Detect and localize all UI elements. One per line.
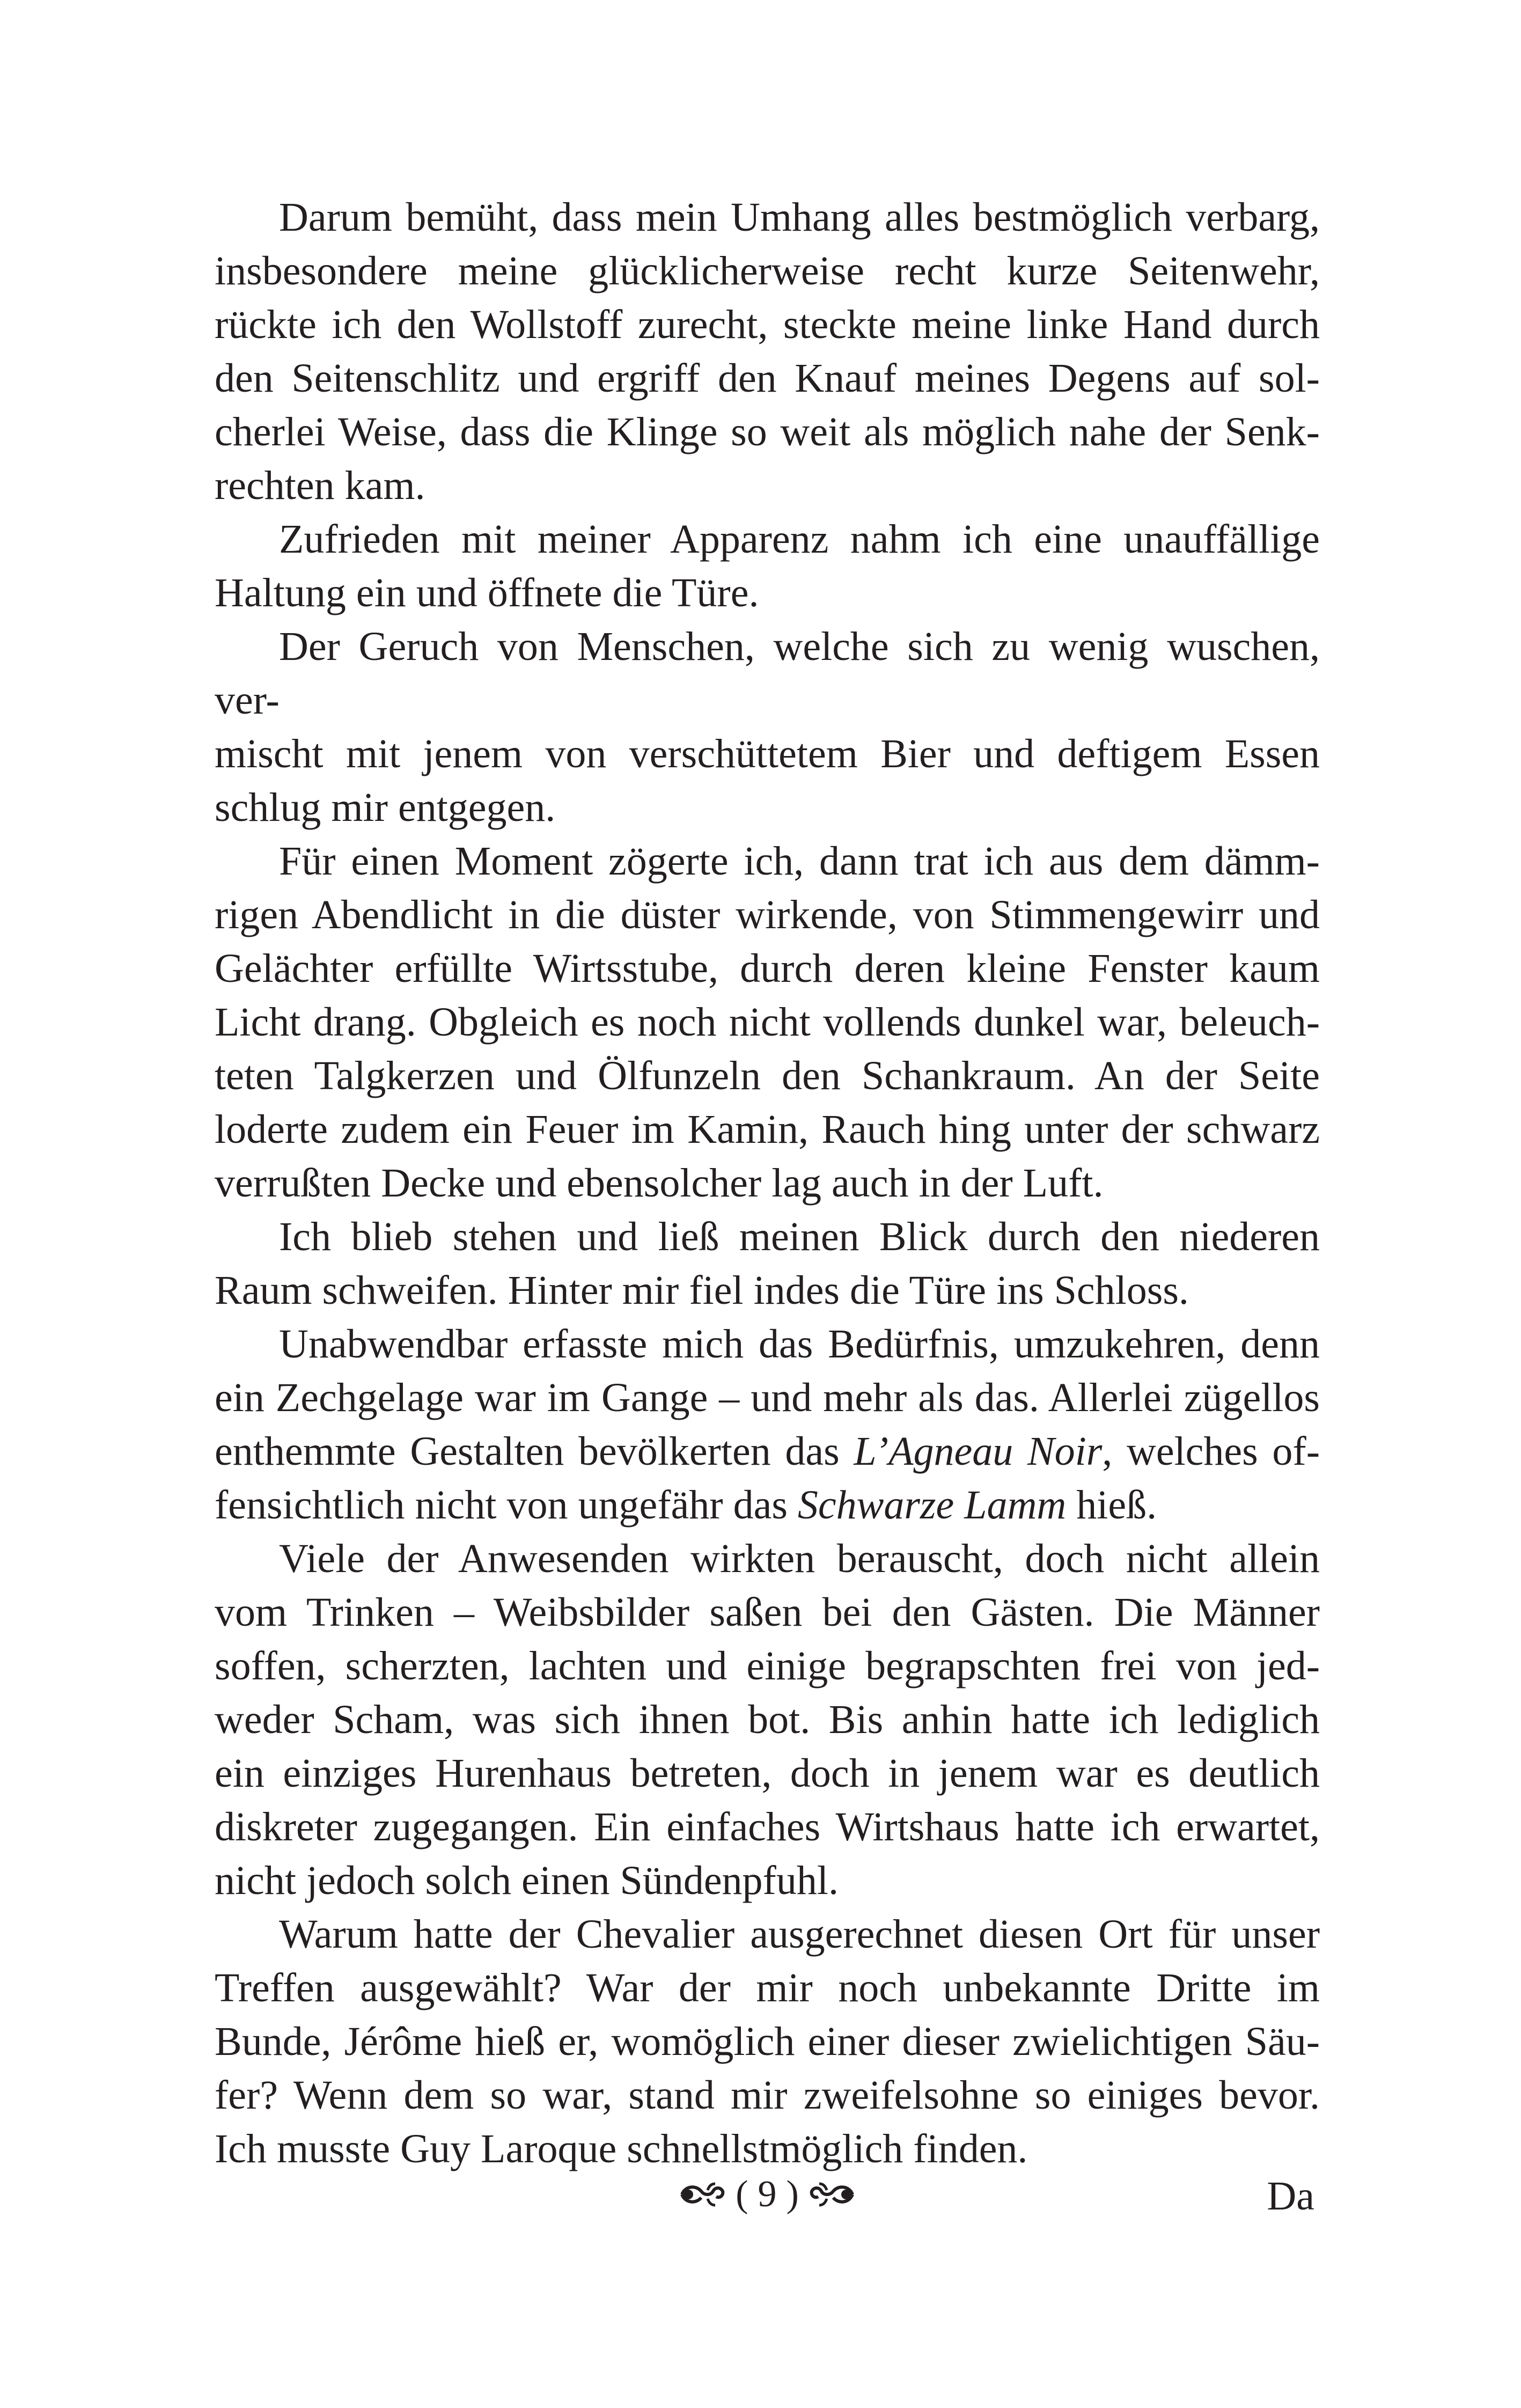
text-line: rigen Abendlicht in die düster wirkende, von Stimmengewirr und xyxy=(215,892,1320,937)
text-line: schlug mir entgegen. xyxy=(215,785,556,830)
text-line: mischt mit jenem von verschüttetem Bier und deftigem Essen xyxy=(215,731,1320,776)
text-line: Treffen ausgewählt? War der mir noch unbekannte Dritte im xyxy=(215,1965,1320,2010)
text-line: teten Talgkerzen und Ölfunzeln den Schankraum. An der Seite xyxy=(215,1053,1320,1098)
text-line: rechten kam. xyxy=(215,463,425,508)
text-line: Der Geruch von Menschen, welche sich zu wenig wuschen, ver- xyxy=(215,624,1320,723)
text-line: Unabwendbar erfasste mich das Bedürfnis, umzukehren, denn xyxy=(279,1322,1320,1367)
text-line: ein einziges Hurenhaus betreten, doch in jenem war es deutlich xyxy=(215,1751,1320,1796)
fleuron-right-icon xyxy=(809,2179,857,2209)
text-line: diskreter zugegangen. Ein einfaches Wirtshaus hatte ich erwartet, xyxy=(215,1804,1320,1849)
text-line: Warum hatte der Chevalier ausgerechnet diesen Ort für unser xyxy=(279,1912,1320,1957)
text-line: Für einen Moment zögerte ich, dann trat ich aus dem dämm- xyxy=(279,839,1320,884)
text-line: Darum bemüht, dass mein Umhang alles bestmöglich verbarg, xyxy=(279,195,1320,240)
body-text xyxy=(215,190,1320,2176)
paragraph xyxy=(215,1210,1320,1317)
catchword: Da xyxy=(1267,2174,1314,2219)
italic-title: L’Agneau Noir xyxy=(854,1429,1103,1474)
text-line: soffen, scherzten, lachten und einige begrapschten frei von jed- xyxy=(215,1643,1320,1688)
paragraph xyxy=(215,1532,1320,1907)
text-line: Viele der Anwesenden wirkten berauscht, doch nicht allein xyxy=(279,1536,1320,1581)
text-line: nicht jedoch solch einen Sündenpfuhl. xyxy=(215,1858,839,1903)
text-line: vom Trinken – Weibsbilder saßen bei den Gästen. Die Männer xyxy=(215,1590,1320,1635)
paragraph xyxy=(215,512,1320,620)
text-run: , welches of- xyxy=(1102,1429,1320,1474)
text-line: fer? Wenn dem so war, stand mir zweifelsohne so einiges bevor. xyxy=(215,2073,1320,2118)
folio-close-paren: ) xyxy=(786,2174,799,2215)
text-line xyxy=(215,1478,1320,1532)
text-line: Ich blieb stehen und ließ meinen Blick durch den niederen xyxy=(279,1214,1320,1259)
text-line: weder Scham, was sich ihnen bot. Bis anhin hatte ich lediglich xyxy=(215,1697,1320,1742)
text-line: den Seitenschlitz und ergriff den Knauf meines Degens auf sol- xyxy=(215,356,1320,401)
fleuron-left-icon xyxy=(678,2179,726,2209)
paragraph xyxy=(215,834,1320,1210)
text-line: loderte zudem ein Feuer im Kamin, Rauch hing unter der schwarz xyxy=(215,1107,1320,1152)
text-run: enthemmte Gestalten bevölkerten das xyxy=(215,1429,854,1474)
text-line: Ich musste Guy Laroque schnellstmöglich finden. xyxy=(215,2126,1028,2171)
text-line: Licht drang. Obgleich es noch nicht vollends dunkel war, beleuch- xyxy=(215,1000,1320,1045)
text-line: rückte ich den Wollstoff zurecht, steckte meine linke Hand durch xyxy=(215,302,1320,347)
page-number: 9 xyxy=(758,2174,777,2215)
paragraph xyxy=(215,190,1320,512)
paragraph xyxy=(215,620,1320,834)
text-line: cherlei Weise, dass die Klinge so weit als möglich nahe der Senk- xyxy=(215,409,1320,454)
text-line: Haltung ein und öffnete die Türe. xyxy=(215,570,759,615)
page-footer xyxy=(0,2168,1521,2227)
folio-open-paren: ( xyxy=(736,2174,748,2215)
text-line: insbesondere meine glücklicherweise recht kurze Seitenwehr, xyxy=(215,248,1320,293)
text-line xyxy=(215,1425,1320,1478)
text-line: ein Zechgelage war im Gange – und mehr als das. Allerlei zügellos xyxy=(215,1375,1320,1420)
text-run: fensichtlich nicht von ungefähr das xyxy=(215,1482,798,1528)
folio xyxy=(676,2168,858,2221)
italic-title: Schwarze Lamm xyxy=(797,1482,1067,1528)
text-run: hieß. xyxy=(1066,1482,1157,1528)
paragraph xyxy=(215,1317,1320,1532)
text-line: Bunde, Jérôme hieß er, womöglich einer dieser zwielichtigen Säu- xyxy=(215,2019,1320,2064)
paragraph xyxy=(215,1907,1320,2176)
text-line: Zufrieden mit meiner Apparenz nahm ich eine unauffällige xyxy=(279,517,1320,562)
text-line: verrußten Decke und ebensolcher lag auch in der Luft. xyxy=(215,1161,1104,1206)
text-line: Raum schweifen. Hinter mir fiel indes die Türe ins Schloss. xyxy=(215,1268,1189,1313)
text-line: Gelächter erfüllte Wirtsstube, durch deren kleine Fenster kaum xyxy=(215,946,1320,991)
